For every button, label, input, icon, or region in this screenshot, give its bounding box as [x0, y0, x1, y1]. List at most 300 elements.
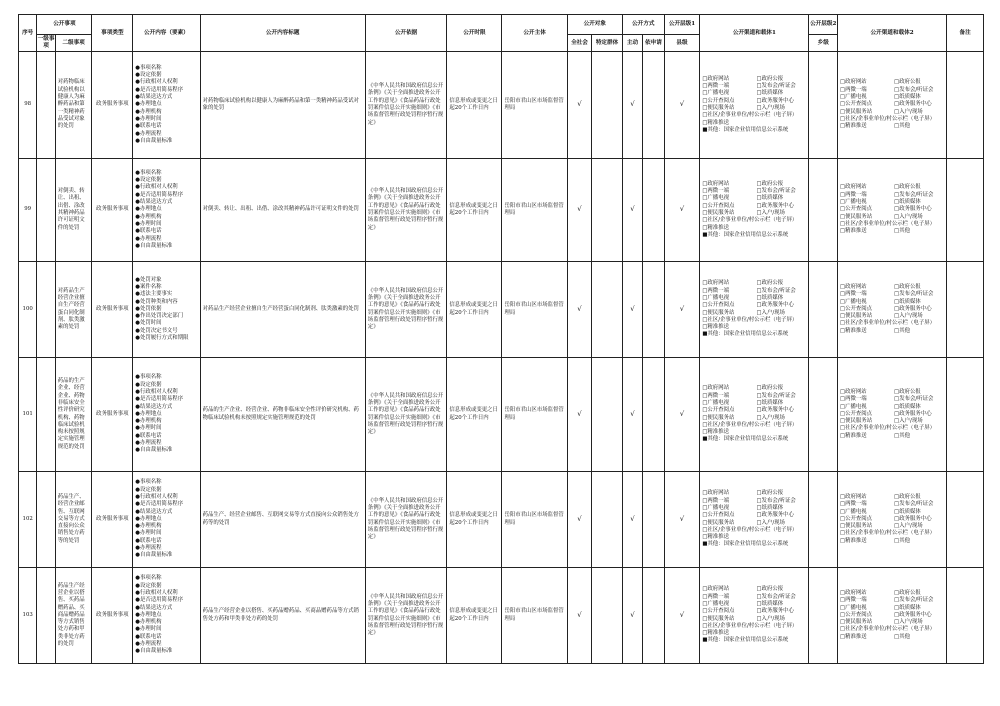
content-element-list: [133, 170, 199, 250]
row-seq: 99: [19, 159, 37, 262]
row-township: [809, 52, 838, 159]
content-element: ●处罚时间: [135, 320, 162, 327]
row-level1-item: [37, 52, 55, 159]
channel-option: □广播电视: [840, 508, 867, 515]
row-remark: [947, 358, 984, 472]
channel-option: □政府公报: [756, 385, 784, 392]
channel-option: □政府公报: [894, 283, 921, 290]
content-element: ●违法主要事实: [135, 291, 173, 298]
table-row: [19, 262, 984, 358]
table-row: [19, 358, 984, 472]
channel-option: □便民服务站: [840, 313, 873, 320]
table-row: [19, 159, 984, 262]
row-content-elements: [133, 472, 200, 568]
row-by-request: [643, 262, 664, 358]
channel-option: □政务服务中心: [756, 512, 794, 519]
channel-option: □便民服务站: [702, 519, 735, 526]
channel-option: □政府网站: [702, 490, 729, 497]
channel-option: □两微一端: [840, 191, 867, 198]
row-level2-item: 药品的生产企业、经营企业、药物非临床安全性评价研究机构、药物临床试验机构未按照规定实施管理规范的处罚: [55, 358, 92, 472]
header-active: 主动: [622, 35, 642, 52]
row-basis: 《中华人民共和国政府信息公开条例》《关于全面推进政务公开工作的意见》《食品药品行政处罚案件信息公开实施细则》《市场监督管理行政处罚程序暂行规定》: [365, 262, 447, 358]
channel-option: □公开查阅点: [702, 512, 735, 519]
content-element: ●联系电话: [135, 123, 162, 130]
channel-option: □社区/企事业单位/村公示栏（电子屏）: [840, 115, 935, 122]
row-channel1: [700, 262, 809, 358]
channel-option: □入户/现场: [756, 309, 785, 316]
header-title: 公开内容标题: [200, 15, 365, 52]
row-time-limit: 信息形成或变更之日起20个工作日内: [447, 472, 502, 568]
row-channel2: [838, 262, 947, 358]
row-time-limit: 信息形成或变更之日起20个工作日内: [447, 568, 502, 664]
channel-option: □精准推送: [840, 123, 867, 130]
row-channel2: [838, 159, 947, 262]
channel-option: □两微一端: [702, 83, 729, 90]
content-element: ●事项名称: [135, 575, 162, 582]
content-element: ●行政相对人权利: [135, 493, 178, 500]
disclosure-table: [18, 14, 984, 664]
row-channel2: [838, 568, 947, 664]
channel-option: □纸质媒体: [756, 399, 784, 406]
channel-option: □政府网站: [702, 385, 729, 392]
content-element: ●设定依据: [135, 381, 162, 388]
channel-option: □政府公报: [756, 75, 784, 82]
content-element: ●联系电话: [135, 633, 162, 640]
row-active-check: √: [622, 159, 642, 262]
content-element: ●办理流程: [135, 235, 162, 242]
row-remark: [947, 159, 984, 262]
content-element-list: [133, 65, 199, 145]
row-basis: 《中华人民共和国政府信息公开条例》《关于全面推进政务公开工作的意见》《食品药品行政处罚案件信息公开实施细则》《市场监督管理行政处罚程序暂行规定》: [365, 358, 447, 472]
channel-option: □两微一端: [702, 287, 729, 294]
header-item-type: 事项类型: [92, 15, 133, 52]
channel-option: □广播电视: [702, 504, 729, 511]
channel-option: □广播电视: [702, 90, 729, 97]
content-element: ●办理机构: [135, 418, 162, 425]
row-title: 药品的生产企业、经营企业、药物非临床安全性评价研究机构、药物临床试验机构未按照规定实施管理规范的处罚: [200, 358, 365, 472]
channel-option: □公开查阅点: [702, 202, 735, 209]
channel-option: □公开查阅点: [840, 101, 873, 108]
channel-option: □政务服务中心: [894, 305, 932, 312]
channel-option: □纸质媒体: [894, 604, 921, 611]
channel-option: □公开查阅点: [702, 608, 735, 615]
channel-option: □其他: [894, 123, 911, 130]
row-level1-item: [37, 568, 55, 664]
content-element: ●设定依据: [135, 486, 162, 493]
channel-option: □便民服务站: [702, 210, 735, 216]
channel-option: □发布会/听证会: [894, 501, 934, 508]
channel-option: □公开查阅点: [840, 515, 873, 522]
channel-option: □入户/现场: [894, 418, 923, 425]
channel-option: □入户/现场: [894, 108, 923, 115]
content-element: ●是否适用简易程序: [135, 501, 184, 508]
channel-option: □两微一端: [840, 86, 867, 93]
channel-option: □政务服务中心: [756, 302, 794, 309]
row-title: 对倒卖、转让、出租、出借、涂改其精神药品许可证明文件的处罚: [200, 159, 365, 262]
channel1-list: [700, 181, 808, 239]
channel-option: □社区/企事业单位/村公示栏（电子屏）: [840, 425, 935, 432]
channel-option: □便民服务站: [840, 619, 873, 626]
channel-option: □政府网站: [840, 184, 867, 191]
channel-option: □便民服务站: [702, 615, 735, 622]
header-channel1: 公开渠道和载体1: [700, 15, 809, 52]
content-element: ●作出处罚决定部门: [135, 313, 184, 320]
channel-option: □发布会/听证会: [756, 392, 796, 399]
content-element: ●行政相对人权利: [135, 184, 178, 191]
channel-option: □政务服务中心: [756, 407, 794, 414]
header-remark: 备注: [947, 15, 984, 52]
table-header: [19, 15, 984, 52]
row-title: 对药物临床试验机构以健康人为麻醉药品和第一类精神药品受试对象的处罚: [200, 52, 365, 159]
channel-option: □精准推送: [702, 429, 729, 436]
content-element: ●办理地点: [135, 206, 162, 213]
channel-option: □其他: [894, 327, 911, 334]
channel-option: □政府网站: [702, 280, 729, 287]
content-element: ●是否适用简易程序: [135, 396, 184, 403]
channel1-list: [700, 385, 808, 443]
row-by-request: [643, 159, 664, 262]
row-channel1: [700, 472, 809, 568]
content-element: ●设定依据: [135, 582, 162, 589]
channel2-list: [838, 79, 946, 130]
row-basis: 《中华人民共和国政府信息公开条例》《关于全面推进政务公开工作的意见》《食品药品行政处罚案件信息公开实施细则》《市场监督管理行政处罚程序暂行规定》: [365, 568, 447, 664]
row-channel1: [700, 568, 809, 664]
channel-option: □两微一端: [840, 291, 867, 298]
content-element: ●是否适用简易程序: [135, 191, 184, 198]
row-specific-group: [592, 52, 623, 159]
channel-option: □公开查阅点: [702, 97, 735, 104]
content-element: ●办理流程: [135, 641, 162, 648]
channel-option: □政府网站: [840, 589, 867, 596]
row-content-elements: [133, 159, 200, 262]
row-all-society-check: √: [567, 358, 591, 472]
channel-option: □政务服务中心: [894, 410, 932, 417]
channel-option: □社区/企事业单位/村公示栏（电子屏）: [702, 316, 798, 323]
channel-option: □政府公报: [894, 589, 921, 596]
channel-option: □政府网站: [702, 75, 729, 82]
channel-option: □两微一端: [702, 593, 729, 600]
row-level1-item: [37, 358, 55, 472]
channel-option: □发布会/听证会: [894, 291, 934, 298]
channel-option: □政务服务中心: [894, 101, 932, 108]
row-county-check: √: [664, 472, 700, 568]
content-element: ●结果送达方式: [135, 199, 173, 206]
channel-option: □便民服务站: [702, 414, 735, 421]
content-element: ●案件名称: [135, 283, 162, 290]
channel-option: □广播电视: [702, 399, 729, 406]
table-row: [19, 52, 984, 159]
row-active-check: √: [622, 358, 642, 472]
channel-option: □政府网站: [840, 493, 867, 500]
channel-option: □纸质媒体: [756, 195, 784, 202]
row-subject: 岳阳市君山区市场监督管理局: [502, 262, 567, 358]
channel-option: □其他: [894, 633, 911, 640]
row-level2-item: 药品生产经营企业以搭售、买药品赠药品、买商品赠药品等方式销售处方药和甲类非处方药的处罚: [55, 568, 92, 664]
channel-option: □政府公报: [756, 490, 784, 497]
content-element: ●办理机构: [135, 213, 162, 220]
row-time-limit: 信息形成或变更之日起20个工作日内: [447, 52, 502, 159]
row-content-elements: [133, 358, 200, 472]
row-channel1: [700, 52, 809, 159]
channel-option: □公开查阅点: [840, 410, 873, 417]
row-item-type: 政务服务事项: [92, 358, 133, 472]
content-element: ●办理时间: [135, 115, 162, 122]
channel-option: □入户/现场: [756, 105, 785, 111]
channel-option: □入户/现场: [894, 313, 923, 320]
header-level1: 公开层级1: [664, 15, 700, 35]
row-channel2: [838, 358, 947, 472]
channel-option: □便民服务站: [702, 105, 735, 111]
table-row: [19, 472, 984, 568]
channel-option: □精准推送: [840, 327, 867, 334]
content-element: ●处罚履行方式和期限: [135, 335, 189, 342]
channel-option: □发布会/听证会: [756, 287, 796, 294]
content-element-list: [133, 277, 199, 343]
row-specific-group: [592, 262, 623, 358]
row-level2-item: 对药物临床试验机构以健康人为麻醉药品和第一类精神药品受试对象的处罚: [55, 52, 92, 159]
header-township: 乡级: [809, 35, 838, 52]
content-element: ●是否适用简易程序: [135, 597, 184, 604]
channel-option: □便民服务站: [840, 418, 873, 425]
row-subject: 岳阳市君山区市场监督管理局: [502, 568, 567, 664]
channel-option: □发布会/听证会: [756, 188, 796, 195]
channel2-list: [838, 389, 946, 440]
content-element: ●设定依据: [135, 177, 162, 184]
channel2-list: [838, 184, 946, 235]
channel-option: □发布会/听证会: [894, 597, 934, 604]
channel-option: □广播电视: [840, 298, 867, 305]
channel-option: □广播电视: [702, 195, 729, 202]
channel-option: □精准推送: [840, 537, 867, 544]
channel-option: □政府网站: [840, 79, 867, 86]
channel-option: □精准推送: [702, 324, 729, 331]
content-element: ●处罚对象: [135, 276, 162, 283]
header-by-request: 依申请: [643, 35, 664, 52]
disclosure-table-sheet: [18, 14, 984, 664]
row-seq: 100: [19, 262, 37, 358]
content-element: ●行政相对人权利: [135, 388, 178, 395]
channel-option: ■其他：国家企业信用信息公示系统: [702, 231, 789, 238]
content-element: ●结果送达方式: [135, 403, 173, 410]
row-title: 对药品生产经营企业擅自生产经营蛋白同化制剂、肽类激素的处罚: [200, 262, 365, 358]
channel-option: □社区/企事业单位/村公示栏（电子屏）: [840, 626, 935, 633]
channel1-list: [700, 76, 808, 134]
row-township: [809, 262, 838, 358]
channel-option: □发布会/听证会: [894, 396, 934, 403]
content-element: ●办理流程: [135, 440, 162, 447]
content-element-list: [133, 479, 199, 559]
channel-option: □公开查阅点: [702, 407, 735, 414]
row-basis: 《中华人民共和国政府信息公开条例》《关于全面推进政务公开工作的意见》《食品药品行政处罚案件信息公开实施细则》《市场监督管理行政处罚程序暂行规定》: [365, 52, 447, 159]
header-public-item: 公开事项: [37, 15, 92, 35]
content-element: ●联系电话: [135, 537, 162, 544]
row-content-elements: [133, 262, 200, 358]
row-township: [809, 358, 838, 472]
header-level2: 公开层级2: [809, 15, 838, 35]
channel-option: □社区/企事业单位/村公示栏（电子屏）: [702, 526, 798, 533]
channel2-list: [838, 494, 946, 545]
channel-option: □政府网站: [840, 388, 867, 395]
row-township: [809, 159, 838, 262]
row-all-society-check: √: [567, 52, 591, 159]
channel-option: □发布会/听证会: [756, 593, 796, 600]
row-by-request: [643, 568, 664, 664]
channel-option: □其他: [894, 537, 911, 544]
row-channel1: [700, 358, 809, 472]
channel-option: □政务服务中心: [894, 515, 932, 522]
row-title: 药品生产经营企业以搭售、买药品赠药品、买商品赠药品等方式销售处方药和甲类非处方药的处罚: [200, 568, 365, 664]
channel-option: □精准推送: [702, 224, 729, 231]
content-element: ●处罚决定书文号: [135, 327, 178, 334]
row-seq: 98: [19, 52, 37, 159]
channel1-list: [700, 280, 808, 338]
row-all-society-check: √: [567, 568, 591, 664]
channel-option: □入户/现场: [756, 615, 785, 622]
row-subject: 岳阳市君山区市场监督管理局: [502, 358, 567, 472]
content-element: ●办理流程: [135, 545, 162, 552]
channel-option: □社区/企事业单位/村公示栏（电子屏）: [840, 320, 935, 327]
channel-option: □纸质媒体: [756, 600, 784, 607]
row-channel2: [838, 52, 947, 159]
content-element: ●自由裁量标准: [135, 447, 173, 454]
channel-option: □政府网站: [702, 180, 729, 187]
channel-option: □入户/现场: [756, 210, 785, 216]
content-element: ●办理流程: [135, 130, 162, 137]
row-level1-item: [37, 159, 55, 262]
content-element: ●办理时间: [135, 530, 162, 537]
channel-option: ■其他：国家企业信用信息公示系统: [702, 637, 789, 644]
header-target: 公开对象: [567, 15, 622, 35]
channel-option: □精准推送: [840, 228, 867, 235]
channel-option: □发布会/听证会: [894, 191, 934, 198]
content-element: ●设定依据: [135, 72, 162, 79]
channel-option: □发布会/听证会: [756, 83, 796, 90]
channel-option: □公开查阅点: [702, 302, 735, 309]
row-title: 药品生产、经营企业邮售、互联网交易等方式直接向公众销售处方药等的处罚: [200, 472, 365, 568]
channel-option: □纸质媒体: [894, 199, 921, 206]
channel-option: □公开查阅点: [840, 611, 873, 618]
channel-option: □两微一端: [840, 396, 867, 403]
content-element: ●办理地点: [135, 515, 162, 522]
row-item-type: 政务服务事项: [92, 568, 133, 664]
row-channel1: [700, 159, 809, 262]
channel-option: □公开查阅点: [840, 206, 873, 213]
channel1-list: [700, 490, 808, 548]
content-element: ●处罚依据: [135, 305, 162, 312]
channel-option: □政府网站: [840, 283, 867, 290]
content-element: ●处罚种类和内容: [135, 298, 178, 305]
row-time-limit: 信息形成或变更之日起20个工作日内: [447, 262, 502, 358]
content-element: ●事项名称: [135, 64, 162, 71]
row-time-limit: 信息形成或变更之日起20个工作日内: [447, 358, 502, 472]
channel-option: □纸质媒体: [894, 298, 921, 305]
row-seq: 102: [19, 472, 37, 568]
row-county-check: √: [664, 52, 700, 159]
row-township: [809, 568, 838, 664]
content-element: ●自由裁量标准: [135, 242, 173, 249]
table-body: [19, 52, 984, 664]
channel-option: □社区/企事业单位/村公示栏（电子屏）: [702, 622, 798, 629]
channel-option: □政府公报: [756, 586, 784, 593]
channel-option: □政府公报: [756, 280, 784, 287]
row-all-society-check: √: [567, 262, 591, 358]
channel-option: □两微一端: [840, 597, 867, 604]
channel-option: □精准推送: [840, 633, 867, 640]
row-active-check: √: [622, 52, 642, 159]
channel-option: □其他: [894, 228, 911, 235]
channel-option: □两微一端: [702, 392, 729, 399]
content-element: ●行政相对人权利: [135, 79, 178, 86]
channel-option: □社区/企事业单位/村公示栏（电子屏）: [702, 421, 798, 428]
row-seq: 103: [19, 568, 37, 664]
content-element: ●结果送达方式: [135, 508, 173, 515]
header-content: 公开内容（要素）: [133, 15, 200, 52]
channel-option: □纸质媒体: [894, 403, 921, 410]
content-element: ●办理时间: [135, 220, 162, 227]
row-active-check: √: [622, 262, 642, 358]
channel-option: □广播电视: [840, 604, 867, 611]
header-level1-item: 一级事项: [37, 35, 55, 52]
row-specific-group: [592, 358, 623, 472]
content-element-list: [133, 374, 199, 454]
channel-option: □政务服务中心: [756, 608, 794, 615]
row-remark: [947, 472, 984, 568]
row-item-type: 政务服务事项: [92, 159, 133, 262]
row-remark: [947, 568, 984, 664]
row-specific-group: [592, 472, 623, 568]
channel-option: □社区/企事业单位/村公示栏（电子屏）: [840, 220, 935, 227]
header-basis: 公开依据: [365, 15, 447, 52]
header-seq: 序号: [19, 15, 37, 52]
content-element: ●办理机构: [135, 619, 162, 626]
row-seq: 101: [19, 358, 37, 472]
channel-option: □纸质媒体: [756, 504, 784, 511]
channel-option: □政府公报: [894, 388, 921, 395]
content-element: ●行政相对人权利: [135, 589, 178, 596]
channel-option: □政务服务中心: [756, 97, 794, 104]
row-subject: 岳阳市君山区市场监督管理局: [502, 159, 567, 262]
row-channel2: [838, 472, 947, 568]
header-time-limit: 公开时限: [447, 15, 502, 52]
row-item-type: 政务服务事项: [92, 52, 133, 159]
row-county-check: √: [664, 358, 700, 472]
row-by-request: [643, 358, 664, 472]
row-all-society-check: √: [567, 159, 591, 262]
channel-option: □便民服务站: [702, 309, 735, 316]
content-element: ●办理时间: [135, 425, 162, 432]
header-channel2: 公开渠道和载体2: [838, 15, 947, 52]
channel-option: □广播电视: [702, 600, 729, 607]
channel-option: □政务服务中心: [756, 202, 794, 209]
channel-option: □两微一端: [840, 501, 867, 508]
row-level1-item: [37, 262, 55, 358]
table-row: [19, 568, 984, 664]
row-by-request: [643, 472, 664, 568]
channel-option: □社区/企事业单位/村公示栏（电子屏）: [702, 217, 798, 224]
content-element: ●联系电话: [135, 228, 162, 235]
channel-option: □精准推送: [702, 630, 729, 637]
channel-option: □广播电视: [840, 403, 867, 410]
header-level2-item: 二级事项: [55, 35, 92, 52]
content-element: ●办理机构: [135, 108, 162, 115]
channel-option: □入户/现场: [894, 213, 923, 220]
content-element: ●联系电话: [135, 432, 162, 439]
content-element-list: [133, 575, 199, 655]
content-element: ●自由裁量标准: [135, 648, 173, 655]
row-all-society-check: √: [567, 472, 591, 568]
row-county-check: √: [664, 262, 700, 358]
content-element: ●办理机构: [135, 523, 162, 530]
